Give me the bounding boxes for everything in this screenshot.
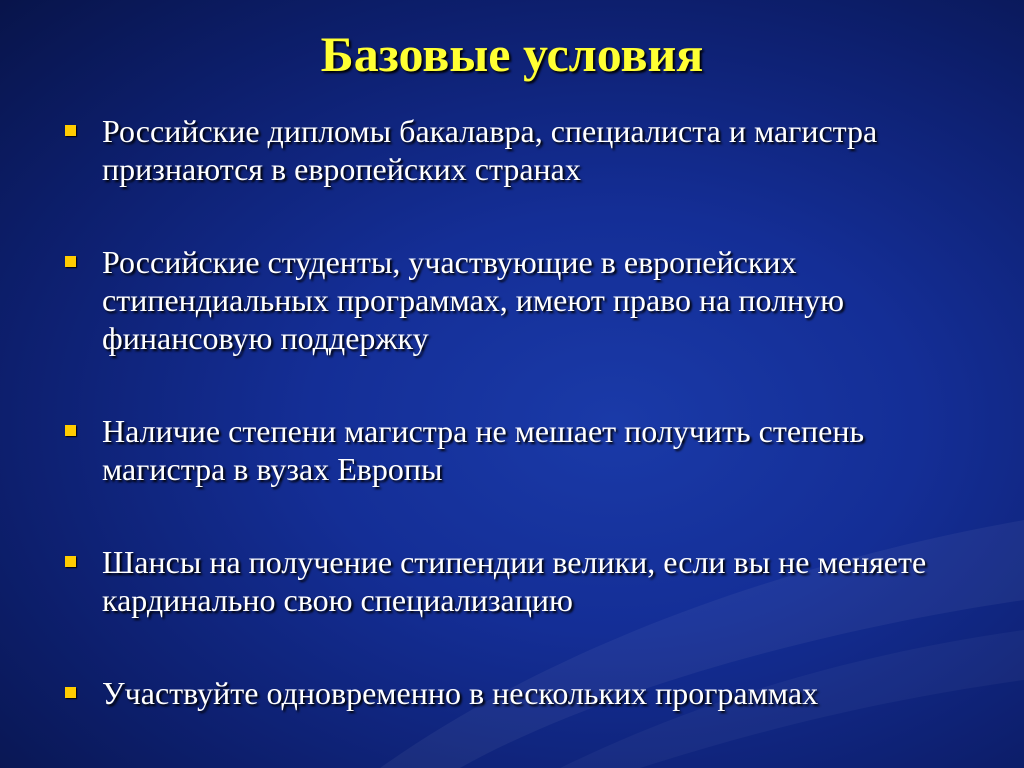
bullet-item bbox=[62, 412, 982, 488]
bullet-text: Участвуйте одновременно в нескольких программах bbox=[102, 675, 819, 711]
bullet-text: Российские студенты, участвующие в европейских стипендиальных программах, имеют право на полную финансовую поддержку bbox=[102, 244, 845, 356]
square-bullet-icon bbox=[65, 425, 76, 436]
bullet-text: Российские дипломы бакалавра, специалиста и магистра признаются в европейских странах bbox=[102, 113, 878, 187]
bullet-text: Шансы на получение стипендии велики, если вы не меняете кардинально свою специализацию bbox=[102, 544, 927, 618]
bullet-item bbox=[62, 543, 982, 619]
bullet-item bbox=[62, 112, 982, 188]
square-bullet-icon bbox=[65, 256, 76, 267]
square-bullet-icon bbox=[65, 125, 76, 136]
bullet-list bbox=[62, 112, 982, 712]
square-bullet-icon bbox=[65, 687, 76, 698]
bullet-text: Наличие степени магистра не мешает получить степень магистра в вузах Европы bbox=[102, 413, 865, 487]
bullet-item bbox=[62, 243, 982, 357]
square-bullet-icon bbox=[65, 556, 76, 567]
bullet-item bbox=[62, 674, 982, 712]
slide-title: Базовые условия bbox=[320, 26, 704, 82]
